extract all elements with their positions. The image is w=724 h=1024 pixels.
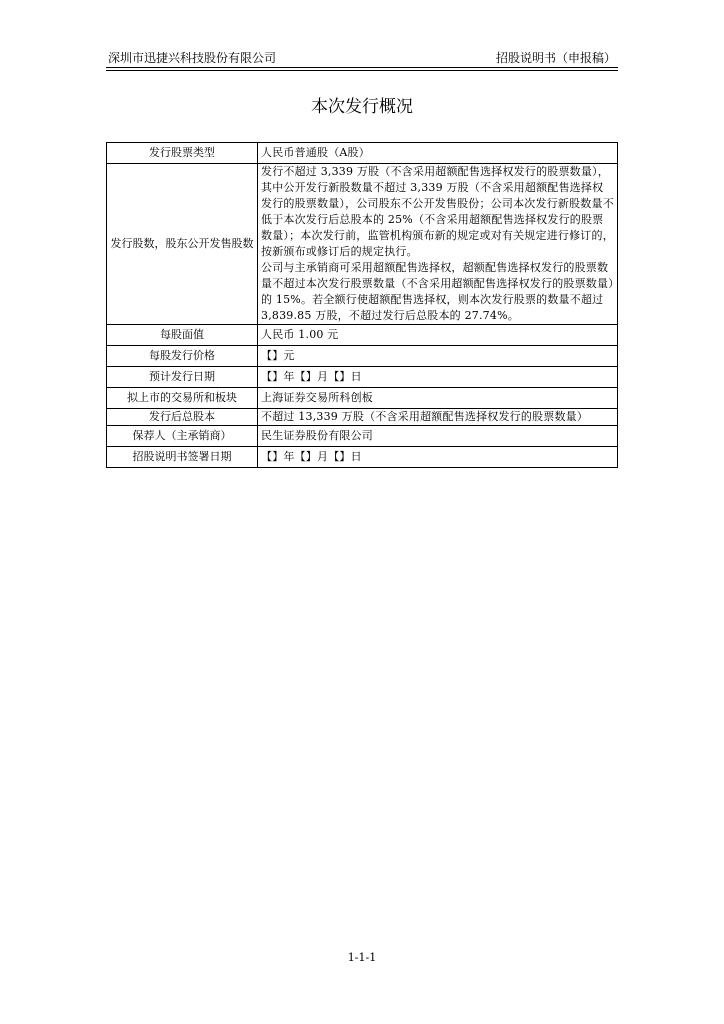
row-value: 【】年【】月【】日: [258, 367, 618, 388]
header-rule-thin: [106, 70, 618, 71]
header-company: 深圳市迅捷兴科技股份有限公司: [108, 51, 277, 65]
row-label: 每股发行价格: [107, 346, 258, 367]
row-label: 发行股票类型: [107, 143, 258, 164]
row-label: 每股面值: [107, 325, 258, 346]
table-row: [107, 346, 618, 367]
row-value: 不超过 13,339 万股（不含采用超额配售选择权发行的股票数量）: [258, 409, 618, 426]
row-value: 人民币 1.00 元: [258, 325, 618, 346]
table-row: [107, 426, 618, 447]
row-value: 【】元: [258, 346, 618, 367]
table-row: [107, 447, 618, 468]
header-rule: [106, 67, 618, 68]
row-value-paragraph: 发行不超过 3,339 万股（不含采用超额配售选择权发行的股票数量），其中公开发行新股数量不超过 3,339 万股（不含采用超额配售选择权发行的股票数量），公司股东不公开发售股份；公司本次发行新股数量不低于本次发行后总股本的 25%（不含采用超额配售选择权发行的股票数量）；本次发行前，监管机构颁布新的规定或对有关规定进行修订的，按新颁布或修订后的规定执行。: [261, 165, 614, 258]
row-value: 人民币普通股（A股）: [258, 143, 618, 164]
table-row: [107, 325, 618, 346]
header-doc-name: 招股说明书（申报稿）: [495, 51, 616, 65]
row-label: 发行后总股本: [107, 409, 258, 426]
table-row: [107, 388, 618, 409]
row-value: [258, 164, 618, 325]
row-label: 保荐人（主承销商）: [107, 426, 258, 447]
row-value: 民生证券股份有限公司: [258, 426, 618, 447]
table-row: [107, 143, 618, 164]
row-value: 上海证券交易所科创板: [258, 388, 618, 409]
row-label: 拟上市的交易所和板块: [107, 388, 258, 409]
row-label: 发行股数，股东公开发售股数: [107, 164, 258, 325]
row-label: 招股说明书签署日期: [107, 447, 258, 468]
row-label: 预计发行日期: [107, 367, 258, 388]
offering-summary-table: [106, 142, 618, 468]
table-row: [107, 367, 618, 388]
page-title: 本次发行概况: [311, 97, 413, 117]
page-header: [108, 51, 616, 65]
page-number: 1-1-1: [347, 951, 377, 964]
row-value-paragraph: 公司与主承销商可采用超额配售选择权，超额配售选择权发行的股票数量不超过本次发行股票数量（不含采用超额配售选择权发行的股票数量）的 15%。若全额行使超额配售选择权，则本次发行股票的数量不超过 3,839.85 万股，不超过发行后总股本的 27.74%。: [261, 261, 614, 322]
table-row: [107, 409, 618, 426]
table-row: [107, 164, 618, 325]
row-value: 【】年【】月【】日: [258, 447, 618, 468]
